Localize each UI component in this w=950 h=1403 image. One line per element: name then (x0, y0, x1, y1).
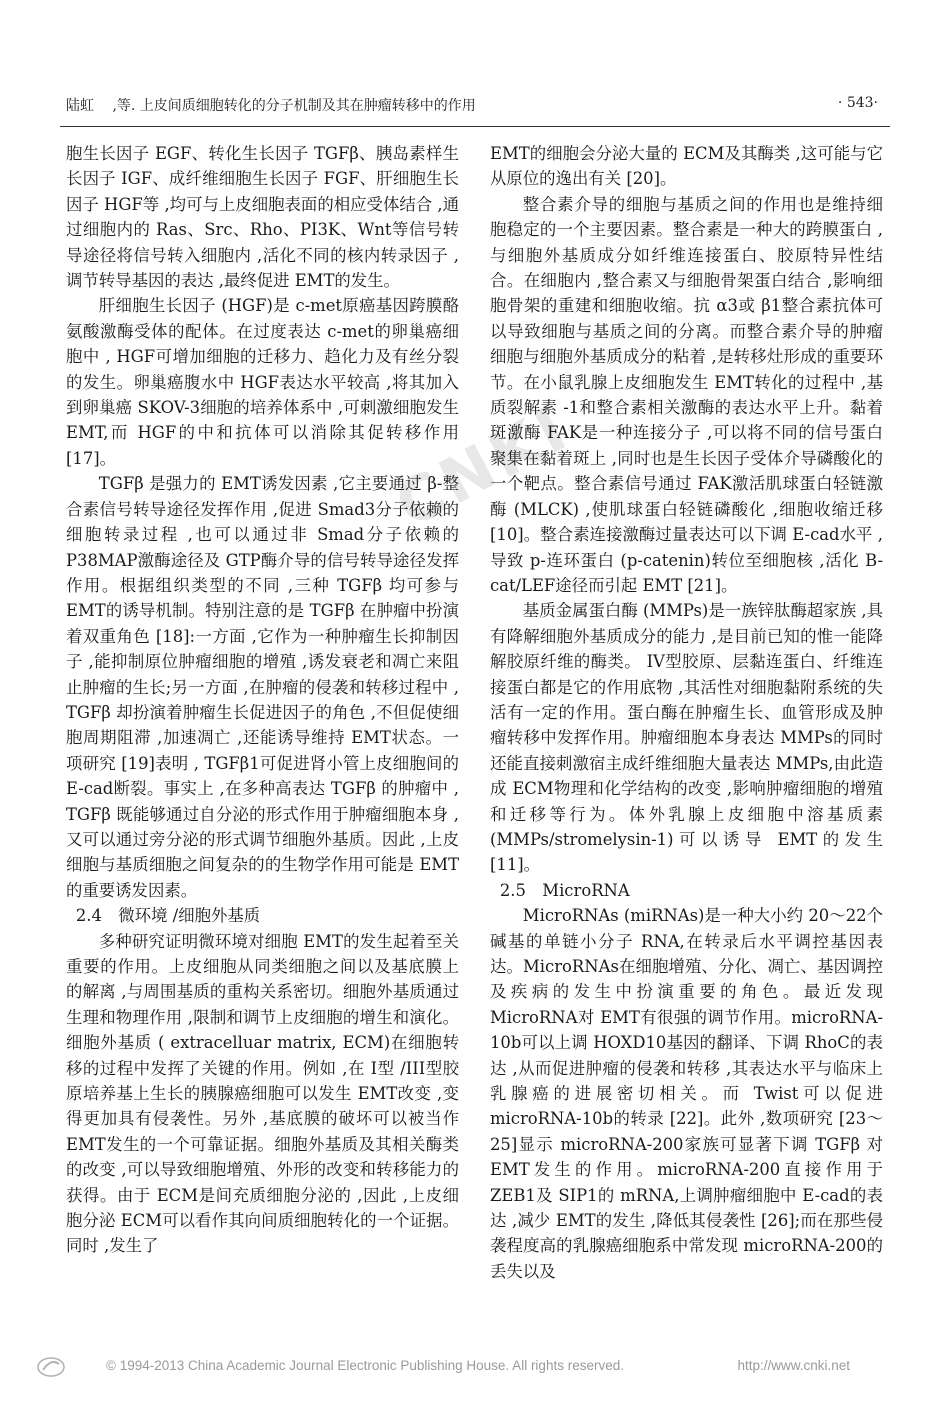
section-heading: 2.5 MicroRNA (499, 880, 630, 900)
right-column (490, 141, 883, 1284)
section-heading: 2.4 微环境 /细胞外基质 (75, 906, 261, 926)
body-paragraph: MicroRNAs (miRNAs)是一种大小约 20～22个碱基的单链小分子 RNA,在转录后水平调控基因表达。MicroRNAs在细胞增殖、分化、凋亡、基因调控及疾病的发生中扮演重要的角色。最近发现 MicroRNA对 EMT有很强的调节作用。microRNA-10b可以上调 HOXD10基因的翻译、下调 RhoC的表达 ,从而促进肿瘤的侵袭和转移 ,其表达水平与临床上乳腺癌的进展密切相关。而 Twist可以促进 microRNA-10b的转录 [22]。此外 ,数项研究 [23～25]显示 microRNA-200家族可显著下调 TGFβ 对 EMT发生的作用。microRNA-200直接作用于 ZEB1及 SIP1的 mRNA,上调肿瘤细胞中 E-cad的表达 ,减少 EMT的发生 ,降低其侵袭性 [26];而在那些侵袭程度高的乳腺癌细胞系中常发现 microRNA-200的丢失以及 (490, 906, 883, 1281)
body-paragraph: 多种研究证明微环境对细胞 EMT的发生起着至关重要的作用。上皮细胞从同类细胞之间以及基底膜上的解离 ,与周围基质的重构关系密切。细胞外基质通过生理和物理作用 ,限制和调节上皮细胞的增生和演化。细胞外基质 ( extracelluar matrix, ECM)在细胞转移的过程中发挥了关键的作用。例如 ,在 I型 /III型胶原培养基上生长的胰腺癌细胞可以发生 EMT改变 ,变得更加具有侵袭性。另外 ,基底膜的破坏可以被当作 EMT发生的一个可靠证据。细胞外基质及其相关酶类的改变 ,可以导致细胞增殖、外形的改变和转移能力的获得。由于 ECM是间充质细胞分泌的 ,因此 ,上皮细胞分泌 ECM可以看作其向间质细胞转化的一个证据。同时 ,发生了 (66, 931, 459, 1256)
body-paragraph: 整合素介导的细胞与基质之间的作用也是维持细胞稳定的一个主要因素。整合素是一种大的跨膜蛋白 ,与细胞外基质成分如纤维连接蛋白、胶原特异性结合。在细胞内 ,整合素又与细胞骨架蛋白结合 ,影响细胞骨架的重建和细胞收缩。抗 α3或 β1整合素抗体可以导致细胞与基质之间的分离。而整合素介导的肿瘤细胞与细胞外基质成分的粘着 ,是转移灶形成的重要环节。在小鼠乳腺上皮细胞发生 EMT转化的过程中 ,基质裂解素 -1和整合素相关激酶的表达水平上升。黏着斑激酶 FAK是一种连接分子 ,可以将不同的信号蛋白聚集在黏着斑上 ,同时也是生长因子受体介导磷酸化的一个靶点。整合素信号通过 FAK激活肌球蛋白轻链激酶 (MLCK) ,使肌球蛋白轻链磷酸化 ,细胞收缩迁移 [10]。整合素连接激酶过量表达可以下调 E-cad水平 ,导致 p-连环蛋白 (p-catenin)转位至细胞核 ,活化 B-cat/LEF途径而引起 EMT [21]。 (490, 194, 883, 595)
publisher-logo-icon (36, 1355, 66, 1379)
page-footer (22, 1353, 928, 1383)
cnki-watermark: CNKI (383, 390, 581, 543)
body-paragraph: 基质金属蛋白酶 (MMPs)是一族锌肽酶超家族 ,具有降解细胞外基质成分的能力 ,是目前已知的惟一能降解胶原纤维的酶类。 IV型胶原、层黏连蛋白、纤维连接蛋白都是它的作用底物 ,其活性对细胞黏附系统的失活有一定的作用。蛋白酶在肿瘤生长、血管形成及肿瘤转移中发挥作用。肿瘤细胞本身表达 MMPs的同时还能直接刺激宿主成纤维细胞大量表达 MMPs,由此造成 ECM物理和化学结构的改变 ,影响肿瘤细胞的增殖和迁移等行为。体外乳腺上皮细胞中溶基质素 (MMPs/stromelysin-1)可以诱导 EMT的发生 [11]。 (490, 601, 883, 875)
cnki-url[interactable]: http://www.cnki.net (737, 1358, 850, 1373)
body-paragraph: TGFβ 是强力的 EMT诱发因素 ,它主要通过 β-整合素信号转导途径发挥作用 ,促进 Smad3分子依赖的细胞转录过程 ,也可以通过非 Smad分子依赖的 P38MAP激酶途径及 GTP酶介导的信号转导途径发挥作用。根据组织类型的不同 ,三种 TGFβ 均可参与 EMT的诱导机制。特别注意的是 TGFβ 在肿瘤中扮演着双重角色 [18]:一方面 ,它作为一种肿瘤生长抑制因子 ,能抑制原位肿瘤细胞的增殖 ,诱发衰老和凋亡来阻止肿瘤的生长;另一方面 ,在肿瘤的侵袭和转移过程中 , TGFβ 却扮演着肿瘤生长促进因子的角色 ,不但促使细胞周期阻滞 ,加速凋亡 ,还能诱导维持 EMT状态。一项研究 [19]表明 , TGFβ1可促进肾小管上皮细胞间的 E-cad断裂。事实上 ,在多种高表达 TGFβ 的肿瘤中 , TGFβ 既能够通过自分泌的形式作用于肿瘤细胞本身 ,又可以通过旁分泌的形式调节细胞外基质。因此 ,上皮细胞与基质细胞之间复杂的的生物学作用可能是 EMT的重要诱发因素。 (66, 474, 459, 900)
header-rule (60, 126, 890, 127)
copyright-notice: © 1994-2013 China Academic Journal Electronic Publishing House. All rights reserved. (106, 1358, 624, 1373)
running-header (66, 95, 884, 121)
running-title: 陆虹 ,等. 上皮间质细胞转化的分子机制及其在肿瘤转移中的作用 (66, 98, 476, 114)
body-paragraph: 胞生长因子 EGF、转化生长因子 TGFβ、胰岛素样生长因子 IGF、成纤维细胞生长因子 FGF、肝细胞生长因子 HGF等 ,均可与上皮细胞表面的相应受体结合 ,通过细胞内的 Ras、Src、Rho、PI3K、Wnt等信号转导途径将信号转入细胞内 ,活化不同的核内转录因子 ,调节转导基因的表达 ,最终促进 EMT的发生。 (66, 144, 459, 291)
page-number: · 543· (837, 95, 878, 111)
body-paragraph: 肝细胞生长因子 (HGF)是 c-met原癌基因跨膜酪氨酸激酶受体的配体。在过度表达 c-met的卵巢癌细胞中 , HGF可增加细胞的迁移力、趋化力及有丝分裂的发生。卵巢癌腹水中 HGF表达水平较高 ,将其加入到卵巢癌 SKOV-3细胞的培养体系中 ,可刺激细胞发生 EMT,而 HGF的中和抗体可以消除其促转移作用 [17]。 (66, 296, 459, 468)
body-paragraph: EMT的细胞会分泌大量的 ECM及其酶类 ,这可能与它从原位的逸出有关 [20]。 (490, 144, 883, 189)
left-column (66, 141, 459, 1259)
